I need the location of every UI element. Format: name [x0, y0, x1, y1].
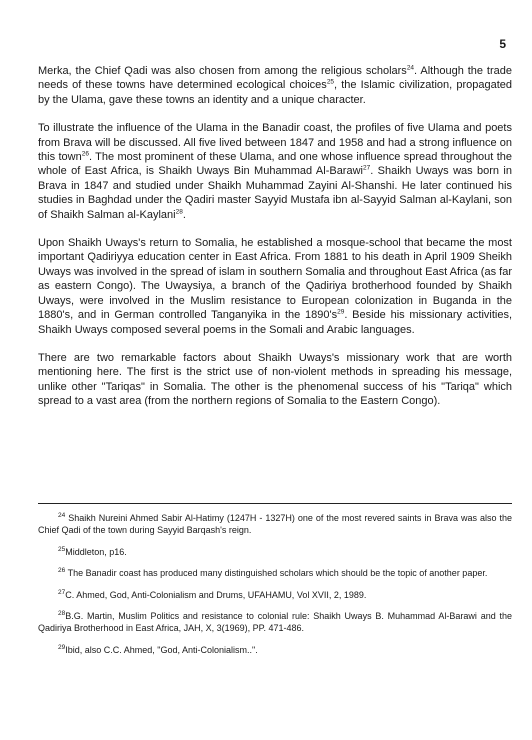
text-run: . Although the trade needs of these towns have determined ecological choices — [38, 65, 512, 92]
text-run: There are two remarkable factors about Shaikh Uways's missionary work that are worth mentioning here. The first is the strict use of non-violent methods in spreading his message, unlike other "Tariqas" in Somalia. The other is the phenomenal success of his "Tariqa" which spread to a vast area (from the northern regions of Somalia to the Eastern Congo). — [38, 351, 512, 408]
footnote — [38, 589, 512, 601]
footnote — [38, 610, 512, 635]
paragraph — [38, 64, 512, 107]
footnotes — [38, 512, 512, 665]
text-run: Merka, the Chief Qadi was also chosen from among the religious scholars — [38, 65, 407, 77]
footnote-number: 24 — [58, 512, 66, 519]
footnote-ref: 29 — [337, 308, 345, 316]
footnote-number: 28 — [58, 610, 66, 618]
footnote-text: Middleton, p16. — [65, 546, 127, 557]
footnote-ref: 24 — [406, 64, 415, 72]
footnote-number: 27 — [58, 588, 66, 596]
body-text — [38, 64, 512, 423]
text-run: . The most prominent of these Ulama, and one whose influence spread throughout the whole of East Africa, is Shaikh Uways Bin Muhammad Al-Barawi — [38, 151, 512, 178]
footnote — [38, 567, 512, 579]
footnote-text: B.G. Martin, Muslim Politics and resistance to colonial rule: Shaikh Uways B. Muhammad Al-Barawi and the Qadiriya Brotherhood in East Africa, JAH, X, 3(1969), PP. 471-486. — [38, 611, 512, 634]
footnote-ref: 26 — [81, 150, 89, 158]
text-run: . — [182, 208, 186, 221]
text-run: . Beside his missionary activities, Shaikh Uways composed several poems in the Somali and Arabic languages. — [38, 309, 513, 336]
footnote-text: Ibid, also C.C. Ahmed, "God, Anti-Colonialism..". — [65, 644, 258, 655]
text-run: To illustrate the influence of the Ulama in the Banadir coast, the profiles of five Ulama and poets from Brava will be discussed. All five lived between 1847 and 1958 and had a strong influence on this town — [38, 122, 512, 164]
footnote-ref: 28 — [175, 208, 183, 215]
footnote-divider — [38, 503, 512, 504]
footnote-text: Shaikh Nureini Ahmed Sabir Al-Hatimy (1247H - 1327H) one of the most revered saints in Brava was also the Chief Qadi of the town during Sayyid Barqash's reign. — [38, 513, 512, 536]
text-run: Upon Shaikh Uways's return to Somalia, he established a mosque-school that became the most important Qadiriyya education center in East Africa. From 1881 to his death in April 1909 Sheikh Uways was involved in the spread of islam in southern Somalia and throughout East Africa (as far as eastern Congo). The Uwaysiya, a branch of the Qadiriya brotherhood founded by Shaikh Uways, were involved in the Muslim resistance to European colonization in Buganda in the 1880's, and in German controlled Tanganyika in the 1890's — [38, 237, 512, 322]
text-run: , the Islamic civilization, propagated by the Ulama, gave these towns an identity and a unique character. — [38, 79, 512, 106]
paragraph — [38, 121, 512, 222]
footnote-text: The Banadir coast has produced many distinguished scholars which should be the topic of another paper. — [65, 568, 488, 579]
footnote-number: 25 — [58, 545, 66, 553]
footnote-number: 29 — [58, 643, 66, 651]
text-run: . Shaikh Uways was born in Brava in 1847 and studied under Shaikh Muhammad Zayini Al-Shanshi. He later continued his studies in Baghdad under the Qadiri master Sayyid Mustafa ibn al-Sayyid Salman al-Kaylani, son of Shaikh Salman al-Kaylani — [38, 165, 512, 221]
footnote-ref: 25 — [326, 78, 335, 86]
footnote — [38, 546, 512, 558]
footnote-ref: 27 — [362, 164, 371, 172]
page-number: 5 — [499, 37, 506, 51]
footnote — [38, 512, 512, 537]
paragraph — [38, 236, 512, 337]
footnote-text: C. Ahmed, God, Anti-Colonialism and Drums, UFAHAMU, Vol XVII, 2, 1989. — [65, 589, 367, 600]
footnote — [38, 644, 512, 656]
footnote-number: 26 — [58, 567, 66, 575]
paragraph — [38, 351, 512, 409]
